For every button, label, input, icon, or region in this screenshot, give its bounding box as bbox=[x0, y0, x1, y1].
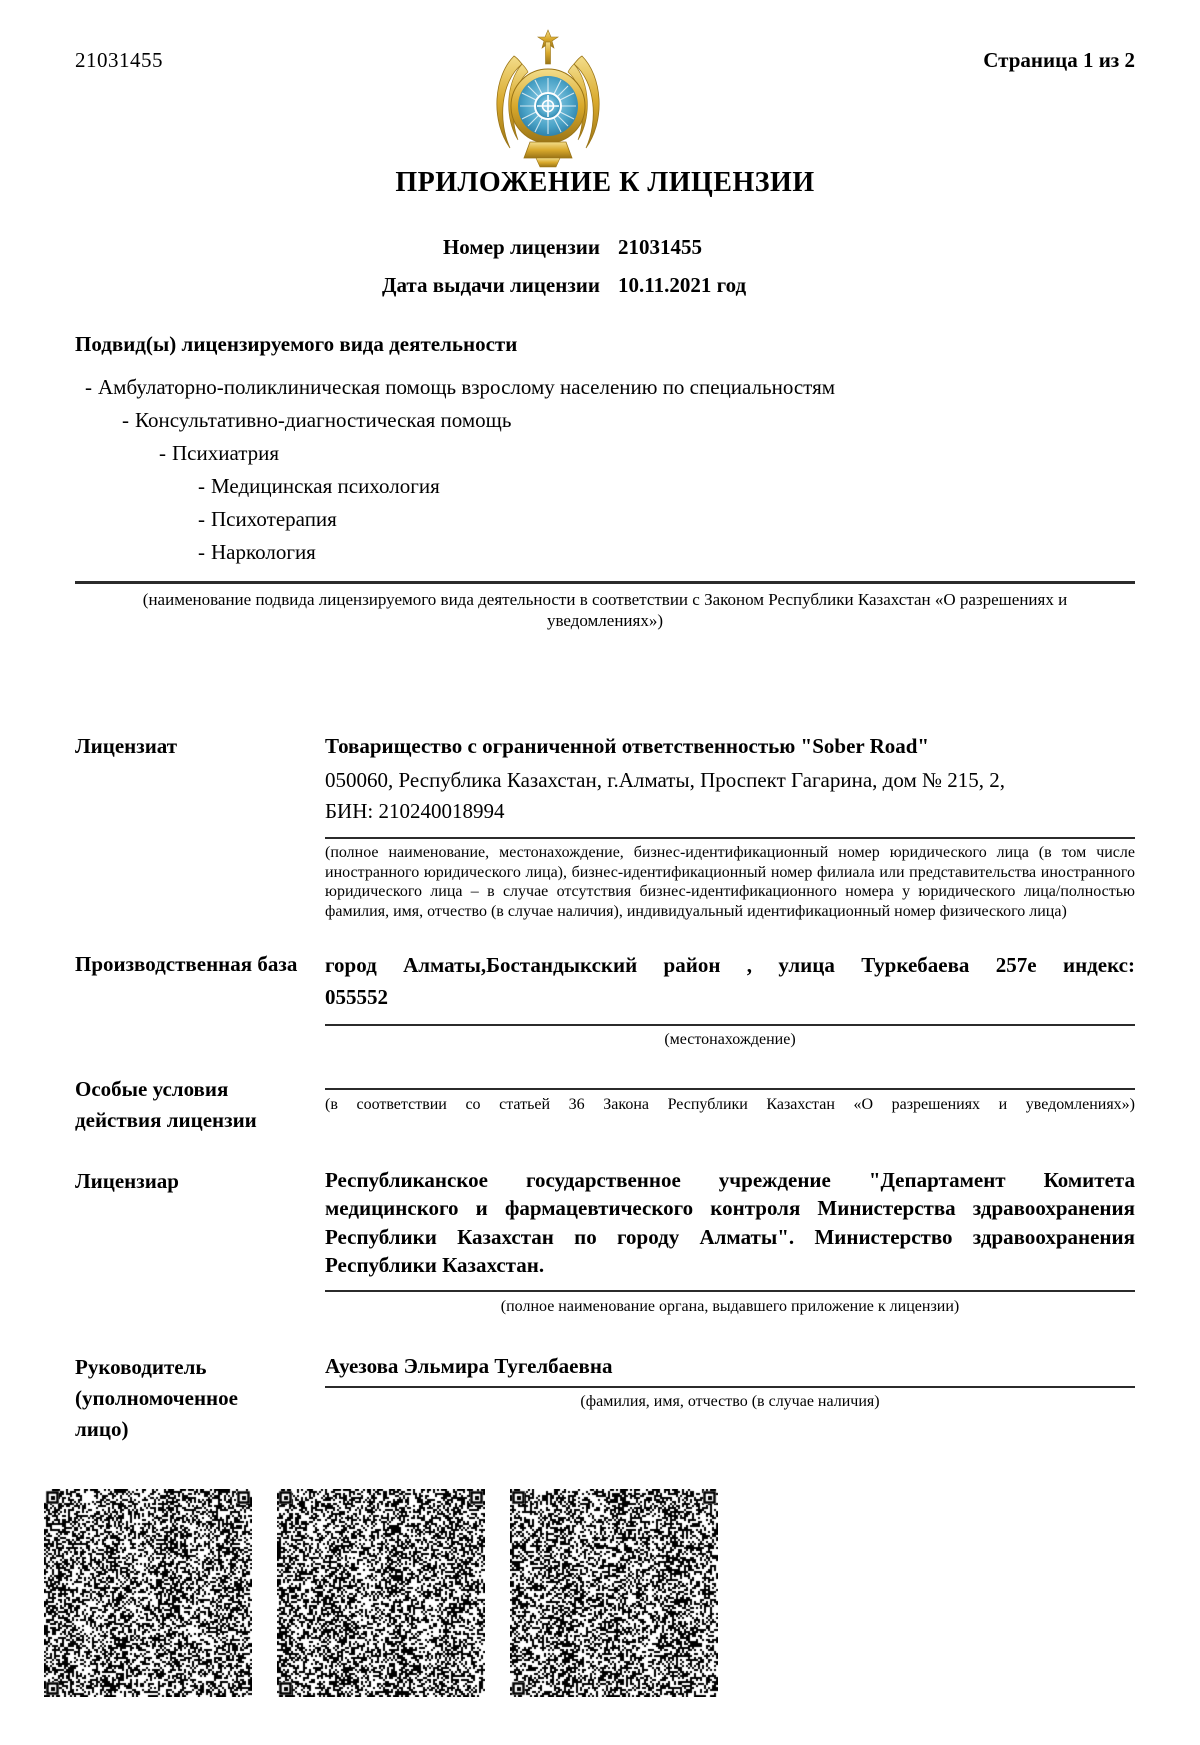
subtype-label: Консультативно-диагностическая помощь bbox=[135, 408, 512, 432]
subtype-item bbox=[75, 503, 1135, 536]
signature-line bbox=[325, 1088, 1135, 1090]
head-label: Руководитель (уполномоченное лицо) bbox=[75, 1355, 238, 1441]
dash-marker: - bbox=[159, 441, 166, 465]
licensee-address: 050060, Республика Казахстан, г.Алматы, Проспект Гагарина, дом № 215, 2, bbox=[325, 768, 1006, 792]
subtypes-divider bbox=[75, 581, 1135, 584]
document-number: 21031455 bbox=[75, 48, 163, 72]
subtype-item bbox=[75, 470, 1135, 503]
signature-line bbox=[325, 1386, 1135, 1388]
subtype-label: Медицинская психология bbox=[211, 474, 440, 498]
licensee-name: Товарищество с ограниченной ответственностью "Sober Road" bbox=[325, 734, 930, 758]
licensor-value: Республиканское государственное учреждение "Департамент Комитета медицинского и фармацевтического контроля Министерства здравоохранения Республики Казахстан по городу Алматы". Министерство здравоохранения Республики Казахстан. bbox=[325, 1167, 1135, 1277]
license-date-label: Дата выдачи лицензии bbox=[382, 273, 600, 297]
subtype-label: Психотерапия bbox=[211, 507, 337, 531]
head-caption: (фамилия, имя, отчество (в случае наличия) bbox=[580, 1393, 880, 1410]
special-conditions-label: Особые условия действия лицензии bbox=[75, 1076, 257, 1132]
licensee-bin: БИН: 210240018994 bbox=[325, 799, 505, 823]
licensor-caption: (полное наименование органа, выдавшего приложение к лицензии) bbox=[500, 1297, 960, 1315]
license-number-label: Номер лицензии bbox=[442, 235, 600, 259]
subtype-item bbox=[75, 437, 1135, 470]
licensor-label: Лицензиар bbox=[75, 1168, 179, 1193]
qr-code bbox=[44, 1489, 252, 1697]
license-info-block bbox=[325, 235, 1135, 298]
field-production-base bbox=[75, 949, 1135, 1050]
barcode-row bbox=[44, 1489, 1135, 1697]
signature-line bbox=[325, 837, 1135, 839]
production-base-value: город Алматы,Бостандыкский район , улица Туркебаева 257е индекс: bbox=[325, 953, 1135, 977]
license-date-value: 10.11.2021 год bbox=[618, 273, 747, 297]
subtype-item bbox=[75, 536, 1135, 569]
subtype-item bbox=[75, 371, 1135, 404]
page-indicator: Страница 1 из 2 bbox=[983, 48, 1135, 72]
signature-line bbox=[325, 1290, 1135, 1292]
dash-marker: - bbox=[198, 474, 205, 498]
dash-marker: - bbox=[198, 507, 205, 531]
production-base-caption: (местонахождение) bbox=[664, 1031, 796, 1048]
subtype-label: Психиатрия bbox=[172, 441, 280, 465]
dash-marker: - bbox=[85, 375, 92, 399]
subtypes-heading: Подвид(ы) лицензируемого вида деятельности bbox=[75, 332, 518, 356]
production-base-postal-code: 055552 bbox=[325, 985, 388, 1009]
subtype-label: Амбулаторно-поликлиническая помощь взрослому населению по специальностям bbox=[98, 375, 836, 399]
field-head bbox=[75, 1352, 1135, 1445]
production-base-label: Производственная база bbox=[75, 952, 298, 976]
head-name: Ауезова Эльмира Тугелбаевна bbox=[325, 1354, 613, 1378]
kazakhstan-emblem-icon bbox=[488, 26, 608, 170]
field-licensor bbox=[75, 1166, 1135, 1317]
subtypes-caption: (наименование подвида лицензируемого вида деятельности в соответствии с Законом Республики Казахстан «О разрешениях и уведомлениях») bbox=[142, 590, 1068, 630]
qr-code bbox=[277, 1489, 485, 1697]
special-conditions-caption: (в соответствии со статьей 36 Закона Республики Казахстан «О разрешениях и уведомлениях») bbox=[325, 1095, 1135, 1113]
dash-marker: - bbox=[198, 540, 205, 564]
field-licensee bbox=[75, 731, 1135, 921]
subtype-list bbox=[75, 371, 1135, 569]
licensee-caption: (полное наименование, местонахождение, бизнес-идентификационный номер юридического лица (в том числе иностранного юридического лица), бизнес-идентификационный номер филиала или представительства иностранного юридического лица – в случае отсутствия бизнес-идентификационного номера у юридического лица/полностью фамилия, имя, отчество (в случае наличия), индивидуальный идентификационный номер физического лица) bbox=[325, 844, 1135, 920]
license-number-value: 21031455 bbox=[618, 235, 702, 259]
page-title: ПРИЛОЖЕНИЕ К ЛИЦЕНЗИИ bbox=[395, 167, 815, 198]
subtype-label: Наркология bbox=[211, 540, 316, 564]
subtype-item bbox=[75, 404, 1135, 437]
licensee-label: Лицензиат bbox=[75, 734, 178, 758]
field-special-conditions bbox=[75, 1074, 1135, 1136]
qr-code bbox=[510, 1489, 718, 1697]
signature-line bbox=[325, 1024, 1135, 1026]
dash-marker: - bbox=[122, 408, 129, 432]
